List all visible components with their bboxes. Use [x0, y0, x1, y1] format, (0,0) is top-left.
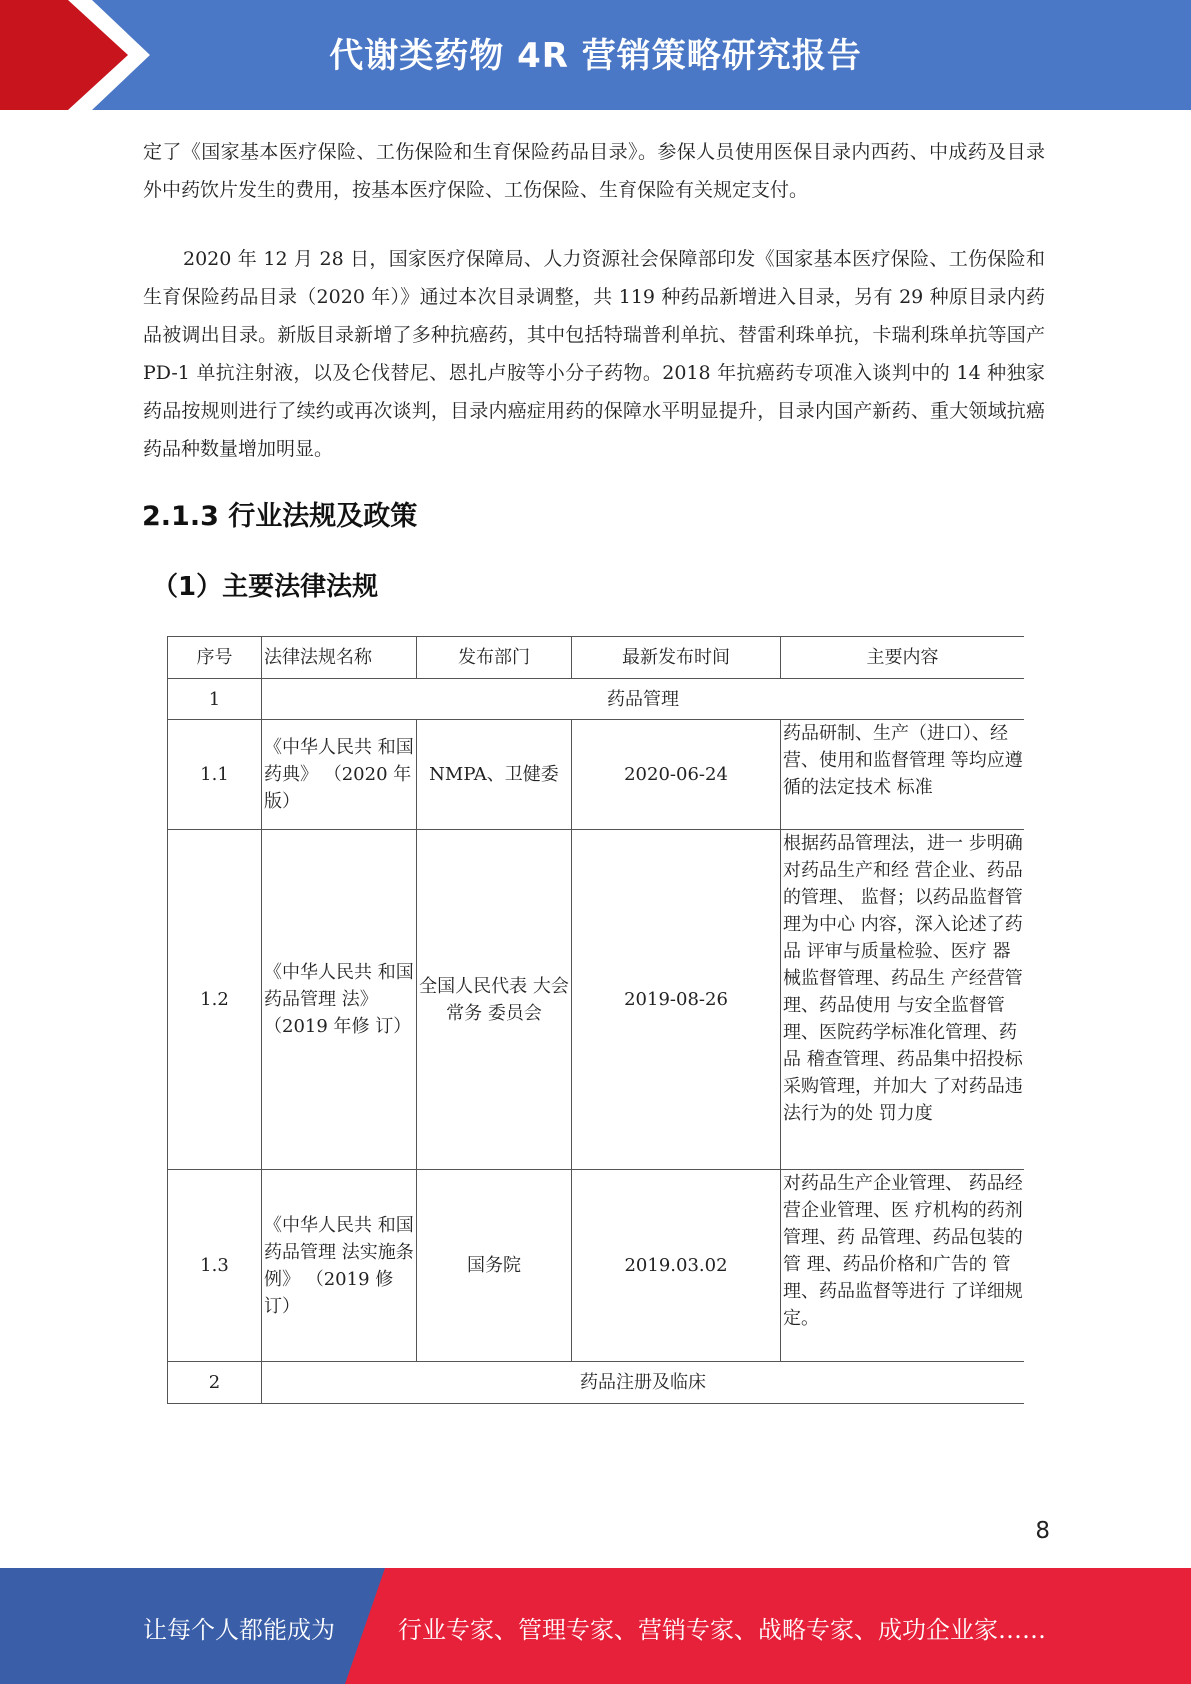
- report-title: 代谢类药物 4R 营销策略研究报告: [329, 36, 862, 76]
- row-number: 1.3: [168, 1170, 262, 1362]
- section-heading: 2.1.3 行业法规及政策: [142, 501, 418, 532]
- row-dept: NMPA、卫健委: [417, 720, 572, 830]
- paragraph-1: 定了《国家基本医疗保险、工伤保险和生育保险药品目录》。参保人员使用医保目录内西药、中成药及目录外中药饮片发生的费用，按基本医疗保险、工伤保险、生育保险有关规定支付。: [143, 141, 1045, 201]
- table-group-row: [168, 1362, 1025, 1404]
- page-header: [0, 0, 1191, 110]
- row-name: 《中华人民共 和国药品管理 法实施条例》 （2019 修订）: [262, 1170, 417, 1362]
- header-cell: 序号: [168, 637, 262, 679]
- row-content: 药品研制、生产（进口）、经营、使用和监督管理 等均应遵循的法定技术 标准: [781, 720, 1025, 830]
- row-content-text: 根据药品管理法，进一 步明确对药品生产和经 营企业、药品的管理、 监督；以药品监督管理为中心 内容，深入论述了药品 评审与质量检验、医疗 器械监督管理、药品生 产经营管理、药品使用 与安全监督管理、医院药学标准化管理、药品 稽查管理、药品集中招投标采购管理，并加大 了对药品违法行为的处 罚力度: [783, 833, 1023, 1124]
- row-number: 1.1: [168, 720, 262, 830]
- group-number: 2: [168, 1362, 262, 1404]
- regulations-table-wrap: [167, 636, 1024, 1404]
- row-date: 2019-08-26: [572, 830, 781, 1170]
- header-cell: 最新发布时间: [572, 637, 781, 679]
- header-cell: 发布部门: [417, 637, 572, 679]
- row-name: 《中华人民共 和国药典》 （2020 年版）: [262, 720, 417, 830]
- row-dept: 全国人民代表 大会常务 委员会: [417, 830, 572, 1170]
- footer-slogan-right: 行业专家、管理专家、营销专家、战略专家、成功企业家……: [398, 1616, 1046, 1644]
- subsection-heading: （1）主要法律法规: [152, 572, 379, 602]
- row-content: [781, 830, 1025, 1170]
- regulations-table: [167, 636, 1024, 1404]
- header-cell: 主要内容: [781, 637, 1025, 679]
- group-label: 药品管理: [262, 679, 1025, 720]
- table-row: [168, 1170, 1025, 1362]
- header-cell: 法律法规名称: [262, 637, 417, 679]
- page-footer: [0, 1568, 1191, 1684]
- page-number: 8: [1035, 1518, 1050, 1544]
- row-date: 2020-06-24: [572, 720, 781, 830]
- table-row: [168, 830, 1025, 1170]
- table-header-row: [168, 637, 1025, 679]
- group-number: 1: [168, 679, 262, 720]
- group-label: 药品注册及临床: [262, 1362, 1025, 1404]
- row-number: 1.2: [168, 830, 262, 1170]
- paragraph-2: 2020 年 12 月 28 日，国家医疗保障局、人力资源社会保障部印发《国家基本医疗保险、工伤保险和生育保险药品目录（2020 年）》通过本次目录调整，共 119 种药品新增进入目录，另有 29 种原目录内药品被调出目录。新版目录新增了多种抗癌药，其中包括特瑞普利单抗、替雷利珠单抗，卡瑞利珠单抗等国产 PD-1 单抗注射液，以及仑伐替尼、恩扎卢胺等小分子药物。2018 年抗癌药专项准入谈判中的 14 种独家药品按规则进行了续约或再次谈判，目录内癌症用药的保障水平明显提升，目录内国产新药、重大领域抗癌药品种数量增加明显。: [143, 248, 1045, 460]
- row-name: 《中华人民共 和国药品管理 法》（2019 年修 订）: [262, 830, 417, 1170]
- row-date: 2019.03.02: [572, 1170, 781, 1362]
- row-dept: 国务院: [417, 1170, 572, 1362]
- table-group-row: [168, 679, 1025, 720]
- table-row: [168, 720, 1025, 830]
- footer-slogan-left: 让每个人都能成为: [143, 1616, 335, 1644]
- row-content: 对药品生产企业管理、 药品经营企业管理、医 疗机构的药剂管理、药 品管理、药品包装的管 理、药品价格和广告的 管理、药品监督等进行 了详细规定。: [781, 1170, 1025, 1362]
